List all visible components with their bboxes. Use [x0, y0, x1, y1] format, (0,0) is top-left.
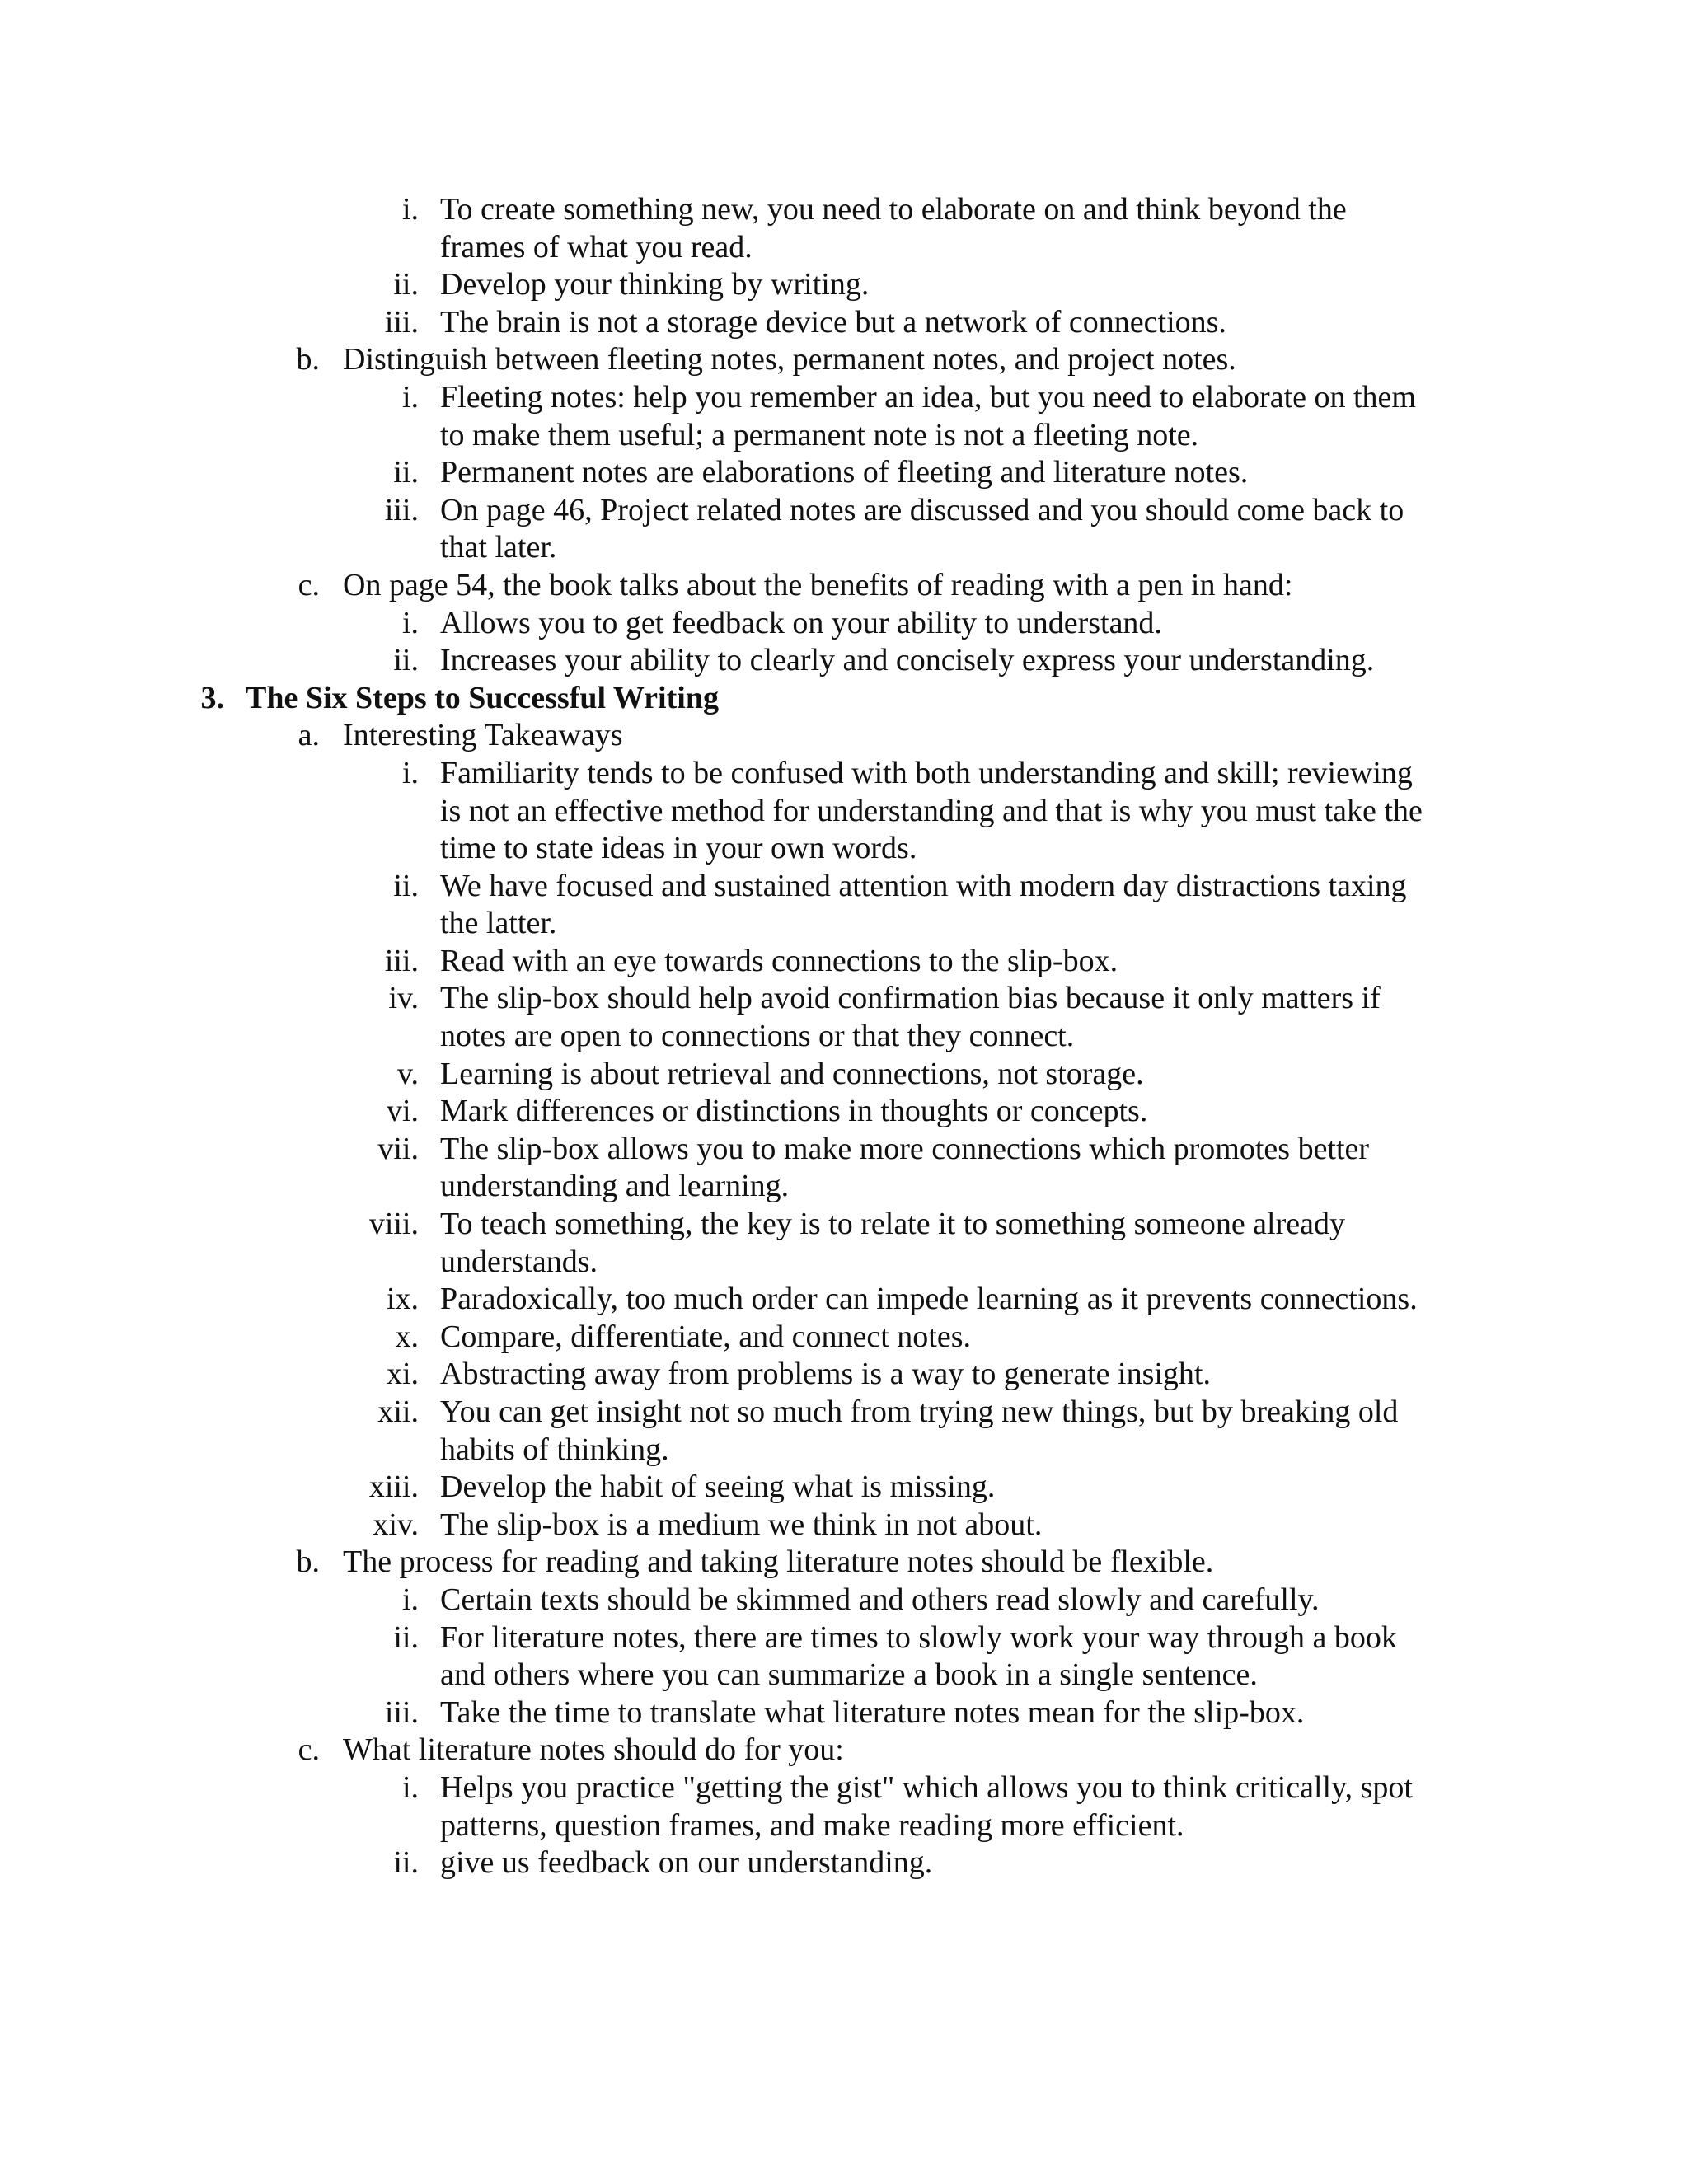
list-marker: i. [401, 605, 419, 640]
list-item-text: give us feedback on our understanding. [440, 1845, 933, 1881]
outline-item [0, 1394, 1688, 1432]
list-item-text: understanding and learning. [440, 1169, 790, 1204]
list-item-text: To create something new, you need to elaborate on and think beyond the [440, 192, 1347, 227]
list-marker: i. [401, 1582, 419, 1617]
list-marker: viii. [368, 1207, 419, 1242]
outline-item [0, 304, 1688, 342]
outline-item [0, 567, 1688, 605]
outline-item [0, 1732, 1688, 1769]
list-marker: ii. [393, 1619, 419, 1655]
list-item-text: What literature notes should do for you: [343, 1732, 844, 1768]
list-marker: iii. [384, 492, 419, 527]
list-item-text: The slip-box is a medium we think in not about. [440, 1507, 1043, 1542]
list-marker: i. [401, 379, 419, 415]
outline-item [0, 680, 1688, 718]
list-marker: c. [298, 1732, 320, 1768]
list-item-text: The process for reading and taking literature notes should be flexible. [343, 1544, 1214, 1580]
outline-item [0, 1206, 1688, 1244]
list-marker: xiv. [373, 1507, 419, 1542]
outline-item-continuation [0, 1807, 1688, 1845]
list-item-text: notes are open to connections or that they connect. [440, 1019, 1075, 1054]
outline-item-continuation [0, 229, 1688, 267]
list-item-text: the latter. [440, 906, 557, 941]
list-marker: a. [298, 718, 320, 753]
outline-item [0, 1769, 1688, 1807]
list-marker: ix. [386, 1282, 419, 1317]
list-marker: x. [395, 1319, 419, 1354]
list-marker: 3. [200, 680, 224, 715]
outline-item [0, 191, 1688, 229]
outline-item-continuation [0, 1168, 1688, 1206]
list-item-text: understands. [440, 1244, 598, 1279]
list-marker: vi. [386, 1094, 419, 1129]
outline-item-continuation [0, 1244, 1688, 1282]
list-item-text: Certain texts should be skimmed and others read slowly and carefully. [440, 1582, 1320, 1617]
outline-item [0, 379, 1688, 417]
list-item-text: The slip-box allows you to make more connections which promotes better [440, 1131, 1370, 1166]
outline-item-continuation [0, 830, 1688, 868]
outline-item [0, 1281, 1688, 1319]
outline-item-continuation [0, 793, 1688, 831]
outline-item [0, 1582, 1688, 1619]
list-marker: ii. [393, 455, 419, 490]
outline-list [0, 191, 1688, 1882]
list-marker: vii. [377, 1131, 419, 1166]
list-item-text: that later. [440, 530, 557, 565]
section-heading: The Six Steps to Successful Writing [246, 680, 719, 715]
list-item-text: Paradoxically, too much order can impede learning as it prevents connections. [440, 1282, 1418, 1317]
list-item-text: For literature notes, there are times to slowly work your way through a book [440, 1619, 1397, 1655]
outline-item [0, 1619, 1688, 1657]
list-item-text: Permanent notes are elaborations of fleeting and literature notes. [440, 455, 1249, 490]
list-marker: v. [396, 1056, 419, 1091]
outline-item-continuation [0, 1432, 1688, 1469]
outline-item [0, 341, 1688, 379]
list-item-text: On page 54, the book talks about the benefits of reading with a pen in hand: [343, 567, 1293, 602]
outline-item [0, 1544, 1688, 1582]
list-item-text: and others where you can summarize a book in a single sentence. [440, 1657, 1258, 1693]
list-item-text: Mark differences or distinctions in thoughts or concepts. [440, 1094, 1148, 1129]
list-marker: xii. [377, 1394, 419, 1429]
outline-item [0, 492, 1688, 530]
list-marker: i. [401, 755, 419, 790]
list-item-text: to make them useful; a permanent note is not a fleeting note. [440, 417, 1199, 452]
list-item-text: Increases your ability to clearly and concisely express your understanding. [440, 643, 1375, 678]
outline-item [0, 943, 1688, 981]
outline-item [0, 1844, 1688, 1882]
outline-item-continuation [0, 1018, 1688, 1056]
list-marker: c. [298, 567, 320, 602]
outline-item [0, 1356, 1688, 1394]
list-item-text: Compare, differentiate, and connect notes. [440, 1319, 971, 1354]
list-item-text: habits of thinking. [440, 1432, 669, 1467]
list-marker: iii. [384, 1694, 419, 1730]
list-marker: xi. [386, 1357, 419, 1392]
list-item-text: Develop the habit of seeing what is missing. [440, 1469, 996, 1505]
list-item-text: To teach something, the key is to relate it to something someone already [440, 1207, 1345, 1242]
outline-item [0, 1507, 1688, 1544]
outline-item [0, 1469, 1688, 1507]
outline-item [0, 1319, 1688, 1357]
list-marker: ii. [393, 267, 419, 302]
list-marker: b. [296, 342, 320, 377]
list-item-text: time to state ideas in your own words. [440, 831, 917, 866]
list-item-text: Take the time to translate what literature notes mean for the slip-box. [440, 1694, 1305, 1730]
outline-item-continuation [0, 529, 1688, 567]
outline-item [0, 717, 1688, 755]
list-marker: ii. [393, 643, 419, 678]
outline-item [0, 266, 1688, 304]
list-item-text: The slip-box should help avoid confirmation bias because it only matters if [440, 981, 1381, 1016]
outline-item-continuation [0, 417, 1688, 455]
list-item-text: Develop your thinking by writing. [440, 267, 870, 302]
outline-item [0, 605, 1688, 643]
outline-item [0, 1694, 1688, 1732]
list-item-text: We have focused and sustained attention with modern day distractions taxing [440, 868, 1407, 903]
outline-item-continuation [0, 1657, 1688, 1694]
list-marker: iv. [388, 981, 419, 1016]
list-marker: iii. [384, 304, 419, 340]
list-item-text: patterns, question frames, and make reading more efficient. [440, 1807, 1184, 1843]
list-marker: i. [401, 1769, 419, 1805]
list-marker: ii. [393, 1845, 419, 1881]
list-item-text: Read with an eye towards connections to the slip-box. [440, 943, 1118, 978]
list-item-text: Interesting Takeaways [343, 718, 623, 753]
list-item-text: Learning is about retrieval and connections, not storage. [440, 1056, 1144, 1091]
outline-item [0, 1093, 1688, 1131]
outline-item [0, 755, 1688, 793]
list-item-text: Helps you practice "getting the gist" which allows you to think critically, spot [440, 1769, 1413, 1805]
list-item-text: Allows you to get feedback on your ability to understand. [440, 605, 1162, 640]
list-marker: iii. [384, 943, 419, 978]
list-item-text: Familiarity tends to be confused with both understanding and skill; reviewing [440, 755, 1413, 790]
outline-item [0, 1131, 1688, 1169]
list-item-text: is not an effective method for understanding and that is why you must take the [440, 793, 1423, 828]
list-marker: i. [401, 192, 419, 227]
list-marker: b. [296, 1544, 320, 1580]
outline-item [0, 454, 1688, 492]
outline-item-continuation [0, 905, 1688, 943]
outline-item [0, 980, 1688, 1018]
list-item-text: Abstracting away from problems is a way to generate insight. [440, 1357, 1211, 1392]
list-item-text: On page 46, Project related notes are discussed and you should come back to [440, 492, 1404, 527]
outline-item [0, 642, 1688, 680]
outline-item [0, 1056, 1688, 1094]
list-item-text: Distinguish between fleeting notes, permanent notes, and project notes. [343, 342, 1236, 377]
list-marker: ii. [393, 868, 419, 903]
outline-item [0, 868, 1688, 906]
list-marker: xiii. [368, 1469, 419, 1505]
list-item-text: Fleeting notes: help you remember an idea, but you need to elaborate on them [440, 379, 1416, 415]
list-item-text: The brain is not a storage device but a network of connections. [440, 304, 1226, 340]
list-item-text: frames of what you read. [440, 229, 753, 265]
list-item-text: You can get insight not so much from trying new things, but by breaking old [440, 1394, 1399, 1429]
